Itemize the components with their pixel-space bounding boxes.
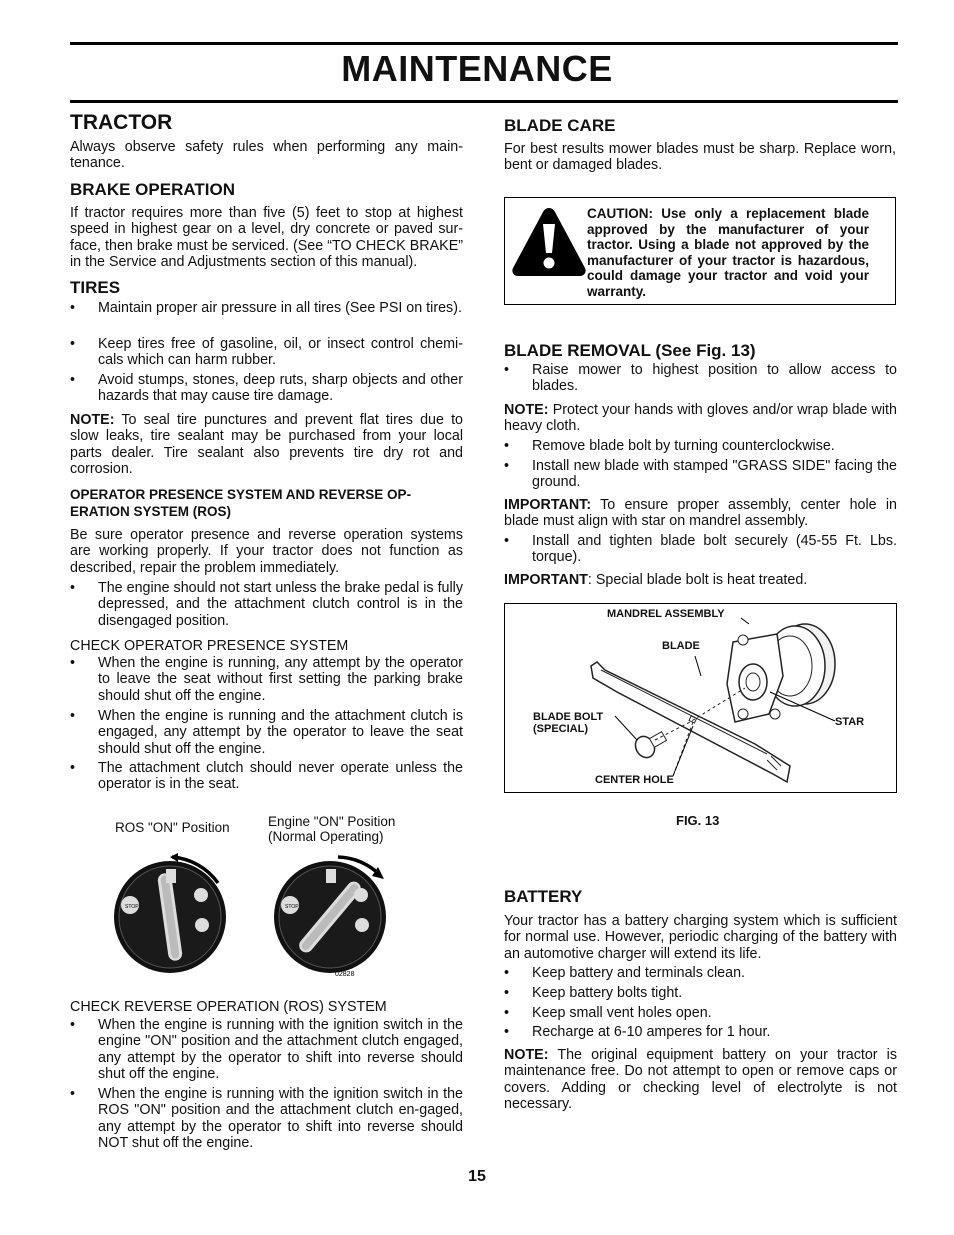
list-item: • Install and tighten blade bolt securely (45-55 Ft. Lbs. torque).: [504, 533, 897, 566]
brake-heading: BRAKE OPERATION: [70, 180, 235, 199]
ros-intro: Be sure operator presence and reverse operation systems are working properly. If your tractor does not function as described, repair the problem immediately.: [70, 527, 463, 576]
list-item: • Install new blade with stamped "GRASS SIDE" facing the ground.: [504, 458, 897, 491]
list-item: • The attachment clutch should never operate unless the operator is in the seat.: [70, 760, 463, 793]
title-underline: [70, 100, 898, 103]
battery-text: Your tractor has a battery charging system which is sufficient for normal use. However, periodic charging of the battery with an automotive charger will extend its life.: [504, 913, 897, 962]
page-number: 15: [468, 1168, 486, 1185]
ros-heading: OPERATOR PRESENCE SYSTEM AND REVERSE OP-ERATION SYSTEM (ROS): [70, 487, 412, 519]
top-rule: [70, 42, 898, 45]
label-star: STAR: [835, 716, 865, 728]
label-blade-bolt-special: (SPECIAL): [533, 723, 588, 735]
svg-text:02828: 02828: [335, 971, 355, 978]
list-item: • Raise mower to highest position to allow access to blades.: [504, 362, 897, 395]
engine-on-dial-icon: [274, 857, 386, 973]
label-blade: BLADE: [662, 640, 700, 652]
brake-text: If tractor requires more than five (5) feet to stop at highest speed in highest gear on a level, dry concrete or paved sur-face, then brake must be serviced. (See “TO CHECK BRAKE” in the Service and Adjustments section of this manual).: [70, 205, 463, 270]
list-item: • Keep tires free of gasoline, oil, or insect control chemi-cals which can harm rubber.: [70, 336, 463, 369]
list-item: • Avoid stumps, stones, deep ruts, sharp objects and other hazards that may cause tire damage.: [70, 372, 463, 405]
blade-assembly-illustration: [505, 604, 895, 791]
page-title: MAINTENANCE: [341, 48, 613, 89]
blade-removal-note: NOTE: Protect your hands with gloves and/or wrap blade with heavy cloth.: [504, 402, 897, 435]
blade-care-heading: BLADE CARE: [504, 116, 616, 135]
label-mandrel-assembly: MANDREL ASSEMBLY: [607, 608, 725, 620]
battery-note: NOTE: The original equipment battery on your tractor is maintenance free. Do not attempt to open or remove caps or covers. Adding or checking level of electrolyte is not necessary.: [504, 1047, 897, 1112]
list-item: • When the engine is running, any attempt by the operator to leave the seat without first setting the parking brake should shut off the engine.: [70, 655, 463, 704]
label-blade-bolt: BLADE BOLT: [533, 711, 604, 723]
important-center-hole: IMPORTANT: To ensure proper assembly, center hole in blade must align with star on mandrel assembly.: [504, 497, 897, 530]
list-item: • Maintain proper air pressure in all tires (See PSI on tires).: [70, 300, 462, 316]
tires-heading: TIRES: [70, 278, 121, 297]
caution-text: CAUTION: Use only a replacement blade approved by the manufacturer of your tractor. Using a blade not approved by the manufacturer of your tractor is hazardous, could damage your tractor and void your warranty.: [587, 206, 869, 299]
check-ros-heading: CHECK REVERSE OPERATION (ROS) SYSTEM: [70, 999, 387, 1015]
figure-13-blade-assembly: [504, 603, 897, 793]
section-title-tractor: TRACTOR: [70, 111, 173, 134]
battery-heading: BATTERY: [504, 887, 583, 906]
warning-icon: [511, 206, 587, 278]
list-item: • Keep battery bolts tight.: [504, 985, 683, 1001]
caution-box: [504, 197, 896, 305]
tractor-intro: Always observe safety rules when performing any main-tenance.: [70, 139, 463, 172]
list-item: • The engine should not start unless the brake pedal is fully depressed, and the attachment clutch control is in the disengaged position.: [70, 580, 463, 629]
list-item: • Recharge at 6-10 amperes for 1 hour.: [504, 1024, 771, 1040]
blade-care-text: For best results mower blades must be sharp. Replace worn, bent or damaged blades.: [504, 141, 896, 174]
ros-on-label: ROS "ON" Position: [115, 820, 230, 835]
blade-removal-heading: BLADE REMOVAL (See Fig. 13): [504, 341, 756, 360]
svg-text:STOP: STOP: [285, 904, 299, 910]
label-center-hole: CENTER HOLE: [595, 774, 674, 786]
ignition-switch-diagram: [100, 845, 420, 980]
list-item: • Keep small vent holes open.: [504, 1005, 712, 1021]
list-item: • Remove blade bolt by turning counterclockwise.: [504, 438, 835, 454]
figure-caption: FIG. 13: [676, 813, 720, 828]
list-item: • Keep battery and terminals clean.: [504, 965, 745, 981]
ros-dial-icon: [114, 853, 226, 973]
list-item: • When the engine is running with the ignition switch in the ROS "ON" position and the attachment clutch en-gaged, any attempt by the operator to shift into reverse should NOT shut off the engine.: [70, 1086, 463, 1151]
important-heat-treated: IMPORTANT: Special blade bolt is heat treated.: [504, 572, 808, 588]
check-ops-heading: CHECK OPERATOR PRESENCE SYSTEM: [70, 638, 349, 654]
list-item: • When the engine is running with the ignition switch in the engine "ON" position and the attachment clutch engaged, any attempt by the operator to shift into reverse should shut off the engine.: [70, 1017, 463, 1082]
engine-on-label: Engine "ON" Position: [268, 814, 396, 829]
tires-note: NOTE: To seal tire punctures and prevent flat tires due to slow leaks, tire sealant may be purchased from your local parts dealer. Tire sealant also prevents tire dry rot and corrosion.: [70, 412, 464, 477]
list-item: • When the engine is running and the attachment clutch is engaged, any attempt by the operator to leave the seat should shut off the engine.: [70, 708, 463, 757]
engine-on-sublabel: (Normal Operating): [268, 829, 384, 844]
svg-text:STOP: STOP: [125, 904, 139, 910]
